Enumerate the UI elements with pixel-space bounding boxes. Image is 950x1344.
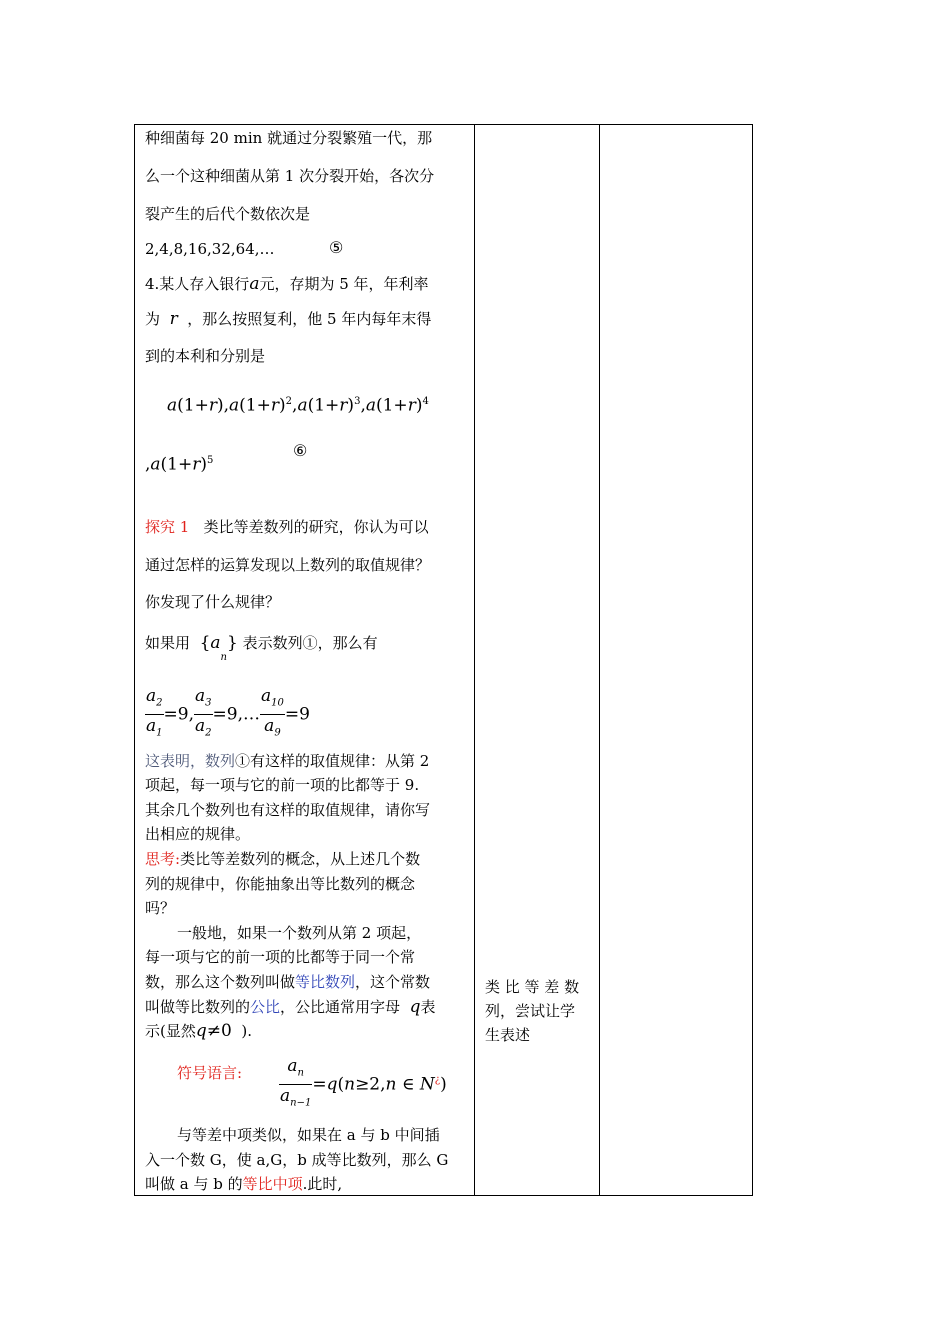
symbol-label: 符号语言: <box>177 1064 243 1082</box>
explore-label: 探究 1 <box>145 518 190 536</box>
think-label: 思考: <box>145 850 181 868</box>
mean-line: 入一个数 G，使 a,G，b 成等比数列，那么 G <box>145 1151 449 1169</box>
term-common-ratio: 公比 <box>250 998 281 1016</box>
activity-line: 类 比 等 差 数 <box>485 978 580 996</box>
math-variable-a: a <box>249 274 260 294</box>
text-line: 其余几个数列也有这样的取值规律，请你写 <box>145 801 431 819</box>
text-line: 么一个这种细菌从第 1 次分裂开始，各次分 <box>145 167 435 185</box>
mean-line: 叫做 a 与 b 的等比中项.此时, <box>145 1175 343 1193</box>
activity-line: 列，尝试让学 <box>485 1002 576 1020</box>
text-line: 裂产生的后代个数依次是 <box>145 205 311 223</box>
definition-line: 叫做等比数列的公比，公比通常用字母 q表 <box>145 997 436 1017</box>
lesson-table <box>134 124 753 1196</box>
text-line: 项起，每一项与它的前一项的比都等于 9. <box>145 776 420 794</box>
sequence-5: 2,4,8,16,32,64,… <box>145 240 275 258</box>
text-line: 你发现了什么规律？ <box>145 593 281 611</box>
definition-line: 每一项与它的前一项的比都等于同一个常 <box>145 948 416 966</box>
ratio-formula: $\frac{a_2}{a_1}$ =9, $\frac{a_3}{a_2}$ =9,… $\frac{a_{10}}{a_9}$ =9 <box>146 686 310 739</box>
text-line: 吗？ <box>145 899 176 917</box>
text-line: 为 r ，那么按照复利，他 5 年内每年末得 <box>145 309 432 329</box>
term-geometric-mean: 等比中项 <box>242 1175 303 1193</box>
term-geometric-sequence: 等比数列 <box>295 973 356 991</box>
math-variable-r: r <box>169 309 178 329</box>
text-line: 出相应的规律。 <box>145 825 251 843</box>
column-divider-1 <box>474 125 475 1195</box>
text-line: 到的本利和分别是 <box>145 347 266 365</box>
definition-line: 示(显然q≠0 ). <box>145 1021 252 1041</box>
text-line: 4.某人存入银行a元，存期为 5 年，年利率 <box>145 274 429 294</box>
sequence-notation: $\{a_n\}$ <box>199 633 238 664</box>
activity-column <box>485 975 593 1047</box>
compound-interest-formula: $a(1+r),a(1+r)^2,a(1+r)^3,a(1+r)^4$ <box>167 395 429 416</box>
text-line: 通过怎样的运算发现以上数列的取值规律？ <box>145 556 431 574</box>
definition-line: 一般地，如果一个数列从第 2 项起， <box>177 924 422 942</box>
compound-interest-formula-cont: $,a(1+r)^5$ <box>145 454 214 475</box>
text-line: 如果用 $\{a_n\}$ 表示数列①，那么有 <box>145 633 378 664</box>
think-line: 思考:类比等差数列的概念，从上述几个数 <box>145 850 421 868</box>
marker-6: ⑥ <box>293 441 308 460</box>
text-line: 种细菌每 20 min 就通过分裂繁殖一代，那 <box>145 129 433 147</box>
symbol-formula: $\frac{a_n}{a_{n-1}}$ =q(n≥2,n ∈ N¿) <box>280 1056 447 1109</box>
mean-line: 与等差中项类似，如果在 a 与 b 中间插 <box>177 1126 440 1144</box>
definition-line: 数，那么这个数列叫做等比数列，这个常数 <box>145 973 431 991</box>
activity-line: 生表述 <box>485 1026 531 1044</box>
explore-line: 探究 1 类比等差数列的研究，你认为可以 <box>145 518 429 536</box>
column-divider-2 <box>599 125 600 1195</box>
text-line: 列的规律中，你能抽象出等比数列的概念 <box>145 875 416 893</box>
marker-5: ⑤ <box>329 238 344 257</box>
observation-line: 这表明，数列①有这样的取值规律：从第 2 <box>145 752 430 770</box>
